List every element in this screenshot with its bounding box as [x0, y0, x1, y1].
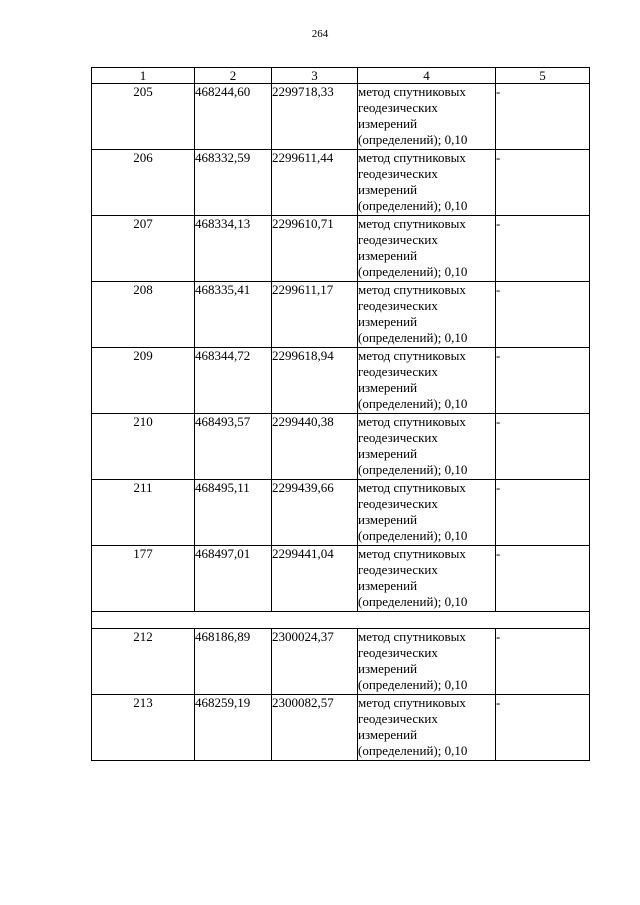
x-coordinate-cell: 468259,19	[195, 695, 272, 761]
method-line: геодезических	[358, 364, 438, 379]
method-line: метод спутниковых	[358, 480, 466, 495]
table-row	[92, 84, 590, 150]
table-row	[92, 480, 590, 546]
table-row	[92, 414, 590, 480]
x-coordinate-cell: 468495,11	[195, 480, 272, 546]
y-coordinate-cell: 2299610,71	[272, 216, 358, 282]
point-number-cell: 209	[92, 348, 195, 414]
method-line: (определений); 0,10	[358, 743, 468, 758]
method-line: (определений); 0,10	[358, 528, 468, 543]
method-line: измерений	[358, 727, 418, 742]
method-line: метод спутниковых	[358, 348, 466, 363]
y-coordinate-cell: 2299611,17	[272, 282, 358, 348]
method-line: (определений); 0,10	[358, 132, 468, 147]
point-number-cell: 177	[92, 546, 195, 612]
coordinates-table	[91, 67, 590, 761]
method-accuracy-cell	[358, 216, 496, 282]
method-line: метод спутниковых	[358, 629, 466, 644]
method-line: (определений); 0,10	[358, 677, 468, 692]
point-number-cell: 213	[92, 695, 195, 761]
x-coordinate-cell: 468497,01	[195, 546, 272, 612]
note-cell: -	[496, 414, 590, 480]
note-cell: -	[496, 629, 590, 695]
note-cell: -	[496, 150, 590, 216]
method-line: измерений	[358, 314, 418, 329]
table-row	[92, 216, 590, 282]
section-separator-cell	[92, 612, 590, 629]
method-line: геодезических	[358, 100, 438, 115]
note-cell: -	[496, 84, 590, 150]
table-row	[92, 695, 590, 761]
method-accuracy-cell	[358, 546, 496, 612]
method-line: геодезических	[358, 232, 438, 247]
x-coordinate-cell: 468332,59	[195, 150, 272, 216]
method-accuracy-cell	[358, 629, 496, 695]
method-line: геодезических	[358, 496, 438, 511]
x-coordinate-cell: 468244,60	[195, 84, 272, 150]
method-line: метод спутниковых	[358, 84, 466, 99]
method-line: метод спутниковых	[358, 282, 466, 297]
method-accuracy-cell	[358, 348, 496, 414]
page-number: 264	[311, 28, 329, 40]
method-line: геодезических	[358, 166, 438, 181]
method-line: геодезических	[358, 711, 438, 726]
method-line: измерений	[358, 578, 418, 593]
note-cell: -	[496, 282, 590, 348]
method-accuracy-cell	[358, 282, 496, 348]
table-row	[92, 629, 590, 695]
table-row	[92, 282, 590, 348]
column-header: 1	[92, 68, 195, 84]
method-line: измерений	[358, 182, 418, 197]
point-number-cell: 208	[92, 282, 195, 348]
note-cell: -	[496, 480, 590, 546]
point-number-cell: 212	[92, 629, 195, 695]
column-header: 3	[272, 68, 358, 84]
method-line: измерений	[358, 446, 418, 461]
method-line: (определений); 0,10	[358, 396, 468, 411]
y-coordinate-cell: 2299440,38	[272, 414, 358, 480]
method-line: измерений	[358, 380, 418, 395]
note-cell: -	[496, 216, 590, 282]
method-line: геодезических	[358, 562, 438, 577]
method-line: измерений	[358, 512, 418, 527]
note-cell: -	[496, 546, 590, 612]
point-number-cell: 210	[92, 414, 195, 480]
x-coordinate-cell: 468186,89	[195, 629, 272, 695]
y-coordinate-cell: 2300082,57	[272, 695, 358, 761]
method-line: (определений); 0,10	[358, 198, 468, 213]
method-line: метод спутниковых	[358, 695, 466, 710]
column-header: 5	[496, 68, 590, 84]
method-accuracy-cell	[358, 84, 496, 150]
method-line: (определений); 0,10	[358, 594, 468, 609]
x-coordinate-cell: 468334,13	[195, 216, 272, 282]
x-coordinate-cell: 468493,57	[195, 414, 272, 480]
point-number-cell: 211	[92, 480, 195, 546]
note-cell: -	[496, 695, 590, 761]
method-line: измерений	[358, 248, 418, 263]
table-row	[92, 348, 590, 414]
x-coordinate-cell: 468344,72	[195, 348, 272, 414]
y-coordinate-cell: 2300024,37	[272, 629, 358, 695]
y-coordinate-cell: 2299611,44	[272, 150, 358, 216]
method-line: (определений); 0,10	[358, 330, 468, 345]
method-accuracy-cell	[358, 414, 496, 480]
method-accuracy-cell	[358, 150, 496, 216]
table-header-row	[92, 68, 590, 84]
column-header: 2	[195, 68, 272, 84]
method-line: метод спутниковых	[358, 150, 466, 165]
method-line: метод спутниковых	[358, 216, 466, 231]
method-line: метод спутниковых	[358, 546, 466, 561]
point-number-cell: 207	[92, 216, 195, 282]
y-coordinate-cell: 2299718,33	[272, 84, 358, 150]
method-line: (определений); 0,10	[358, 462, 468, 477]
method-line: метод спутниковых	[358, 414, 466, 429]
y-coordinate-cell: 2299618,94	[272, 348, 358, 414]
column-header: 4	[358, 68, 496, 84]
method-line: геодезических	[358, 645, 438, 660]
y-coordinate-cell: 2299439,66	[272, 480, 358, 546]
method-line: геодезических	[358, 430, 438, 445]
section-separator-row	[92, 612, 590, 629]
method-accuracy-cell	[358, 695, 496, 761]
point-number-cell: 206	[92, 150, 195, 216]
method-accuracy-cell	[358, 480, 496, 546]
method-line: измерений	[358, 116, 418, 131]
method-line: геодезических	[358, 298, 438, 313]
x-coordinate-cell: 468335,41	[195, 282, 272, 348]
method-line: (определений); 0,10	[358, 264, 468, 279]
note-cell: -	[496, 348, 590, 414]
y-coordinate-cell: 2299441,04	[272, 546, 358, 612]
point-number-cell: 205	[92, 84, 195, 150]
table-row	[92, 150, 590, 216]
table-body	[92, 84, 590, 761]
table-row	[92, 546, 590, 612]
method-line: измерений	[358, 661, 418, 676]
